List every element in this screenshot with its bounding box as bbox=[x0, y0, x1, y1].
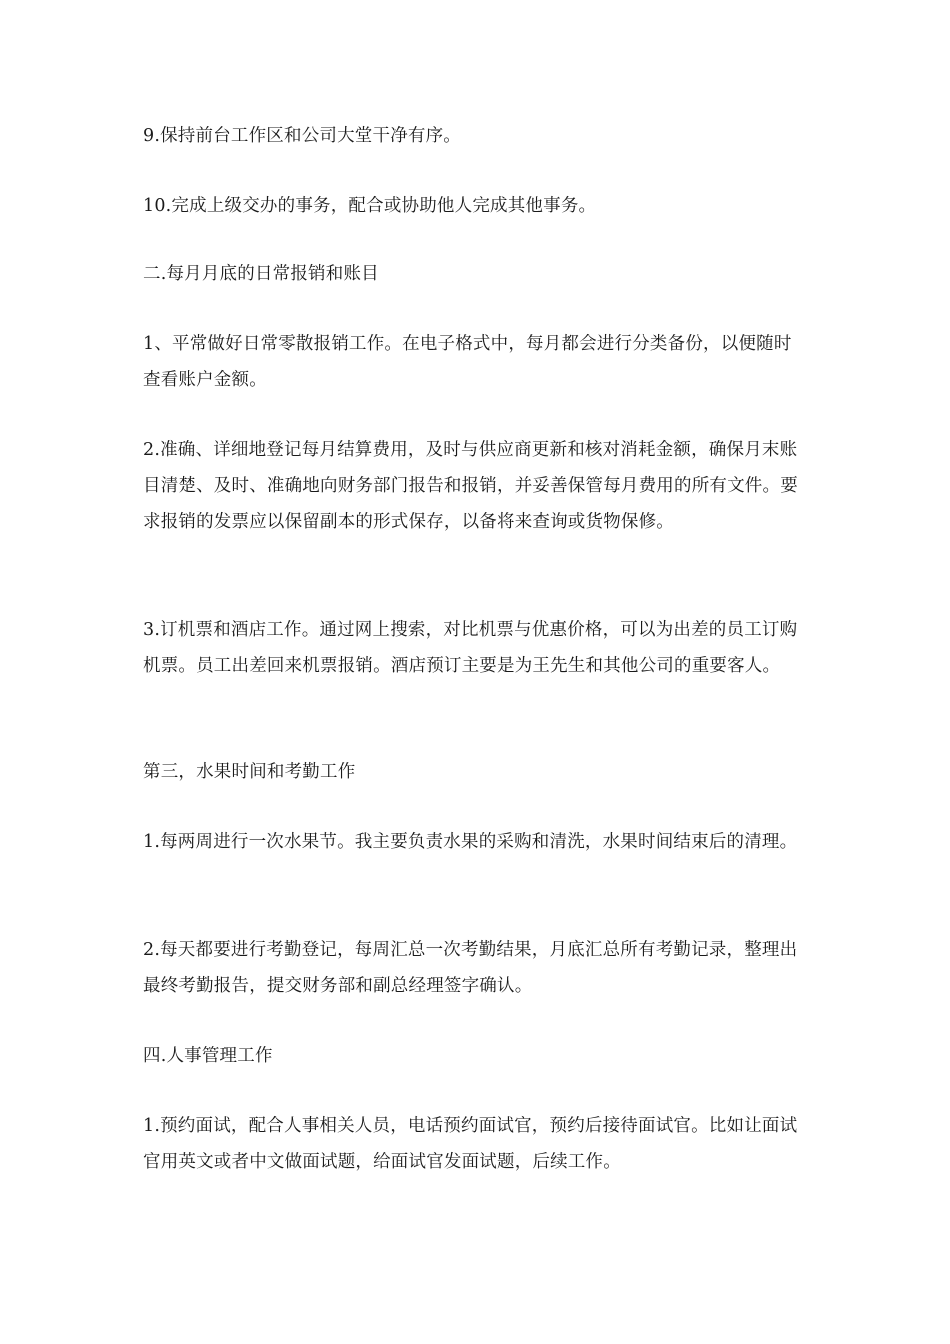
section-heading-2: 二.每月月底的日常报销和账目 bbox=[143, 264, 379, 284]
section-heading-4: 四.人事管理工作 bbox=[143, 1046, 273, 1066]
paragraph-item-10: 10.完成上级交办的事务，配合或协助他人完成其他事务。 bbox=[143, 196, 597, 216]
paragraph-reimbursement-1: 1、平常做好日常零散报销工作。在电子格式中，每月都会进行分类备份，以便随时查看账户金额。 bbox=[143, 334, 792, 390]
paragraph-reimbursement-2: 2.准确、详细地登记每月结算费用，及时与供应商更新和核对消耗金额，确保月末账目清楚、及时、准确地向财务部门报告和报销，并妥善保管每月费用的所有文件。要求报销的发票应以保留副本的形式保存，以备将来查询或货物保修。 bbox=[143, 440, 798, 532]
paragraph-hr-1: 1.预约面试，配合人事相关人员，电话预约面试官，预约后接待面试官。比如让面试官用英文或者中文做面试题，给面试官发面试题，后续工作。 bbox=[143, 1116, 798, 1172]
paragraph-item-9: 9.保持前台工作区和公司大堂干净有序。 bbox=[143, 126, 461, 146]
paragraph-attendance-2: 2.每天都要进行考勤登记，每周汇总一次考勤结果，月底汇总所有考勤记录，整理出最终考勤报告，提交财务部和副总经理签字确认。 bbox=[143, 940, 798, 996]
section-heading-3: 第三，水果时间和考勤工作 bbox=[143, 762, 356, 782]
paragraph-reimbursement-3: 3.订机票和酒店工作。通过网上搜索，对比机票与优惠价格，可以为出差的员工订购机票。员工出差回来机票报销。酒店预订主要是为王先生和其他公司的重要客人。 bbox=[143, 620, 798, 676]
paragraph-fruit-1: 1.每两周进行一次水果节。我主要负责水果的采购和清洗，水果时间结束后的清理。 bbox=[143, 832, 798, 852]
